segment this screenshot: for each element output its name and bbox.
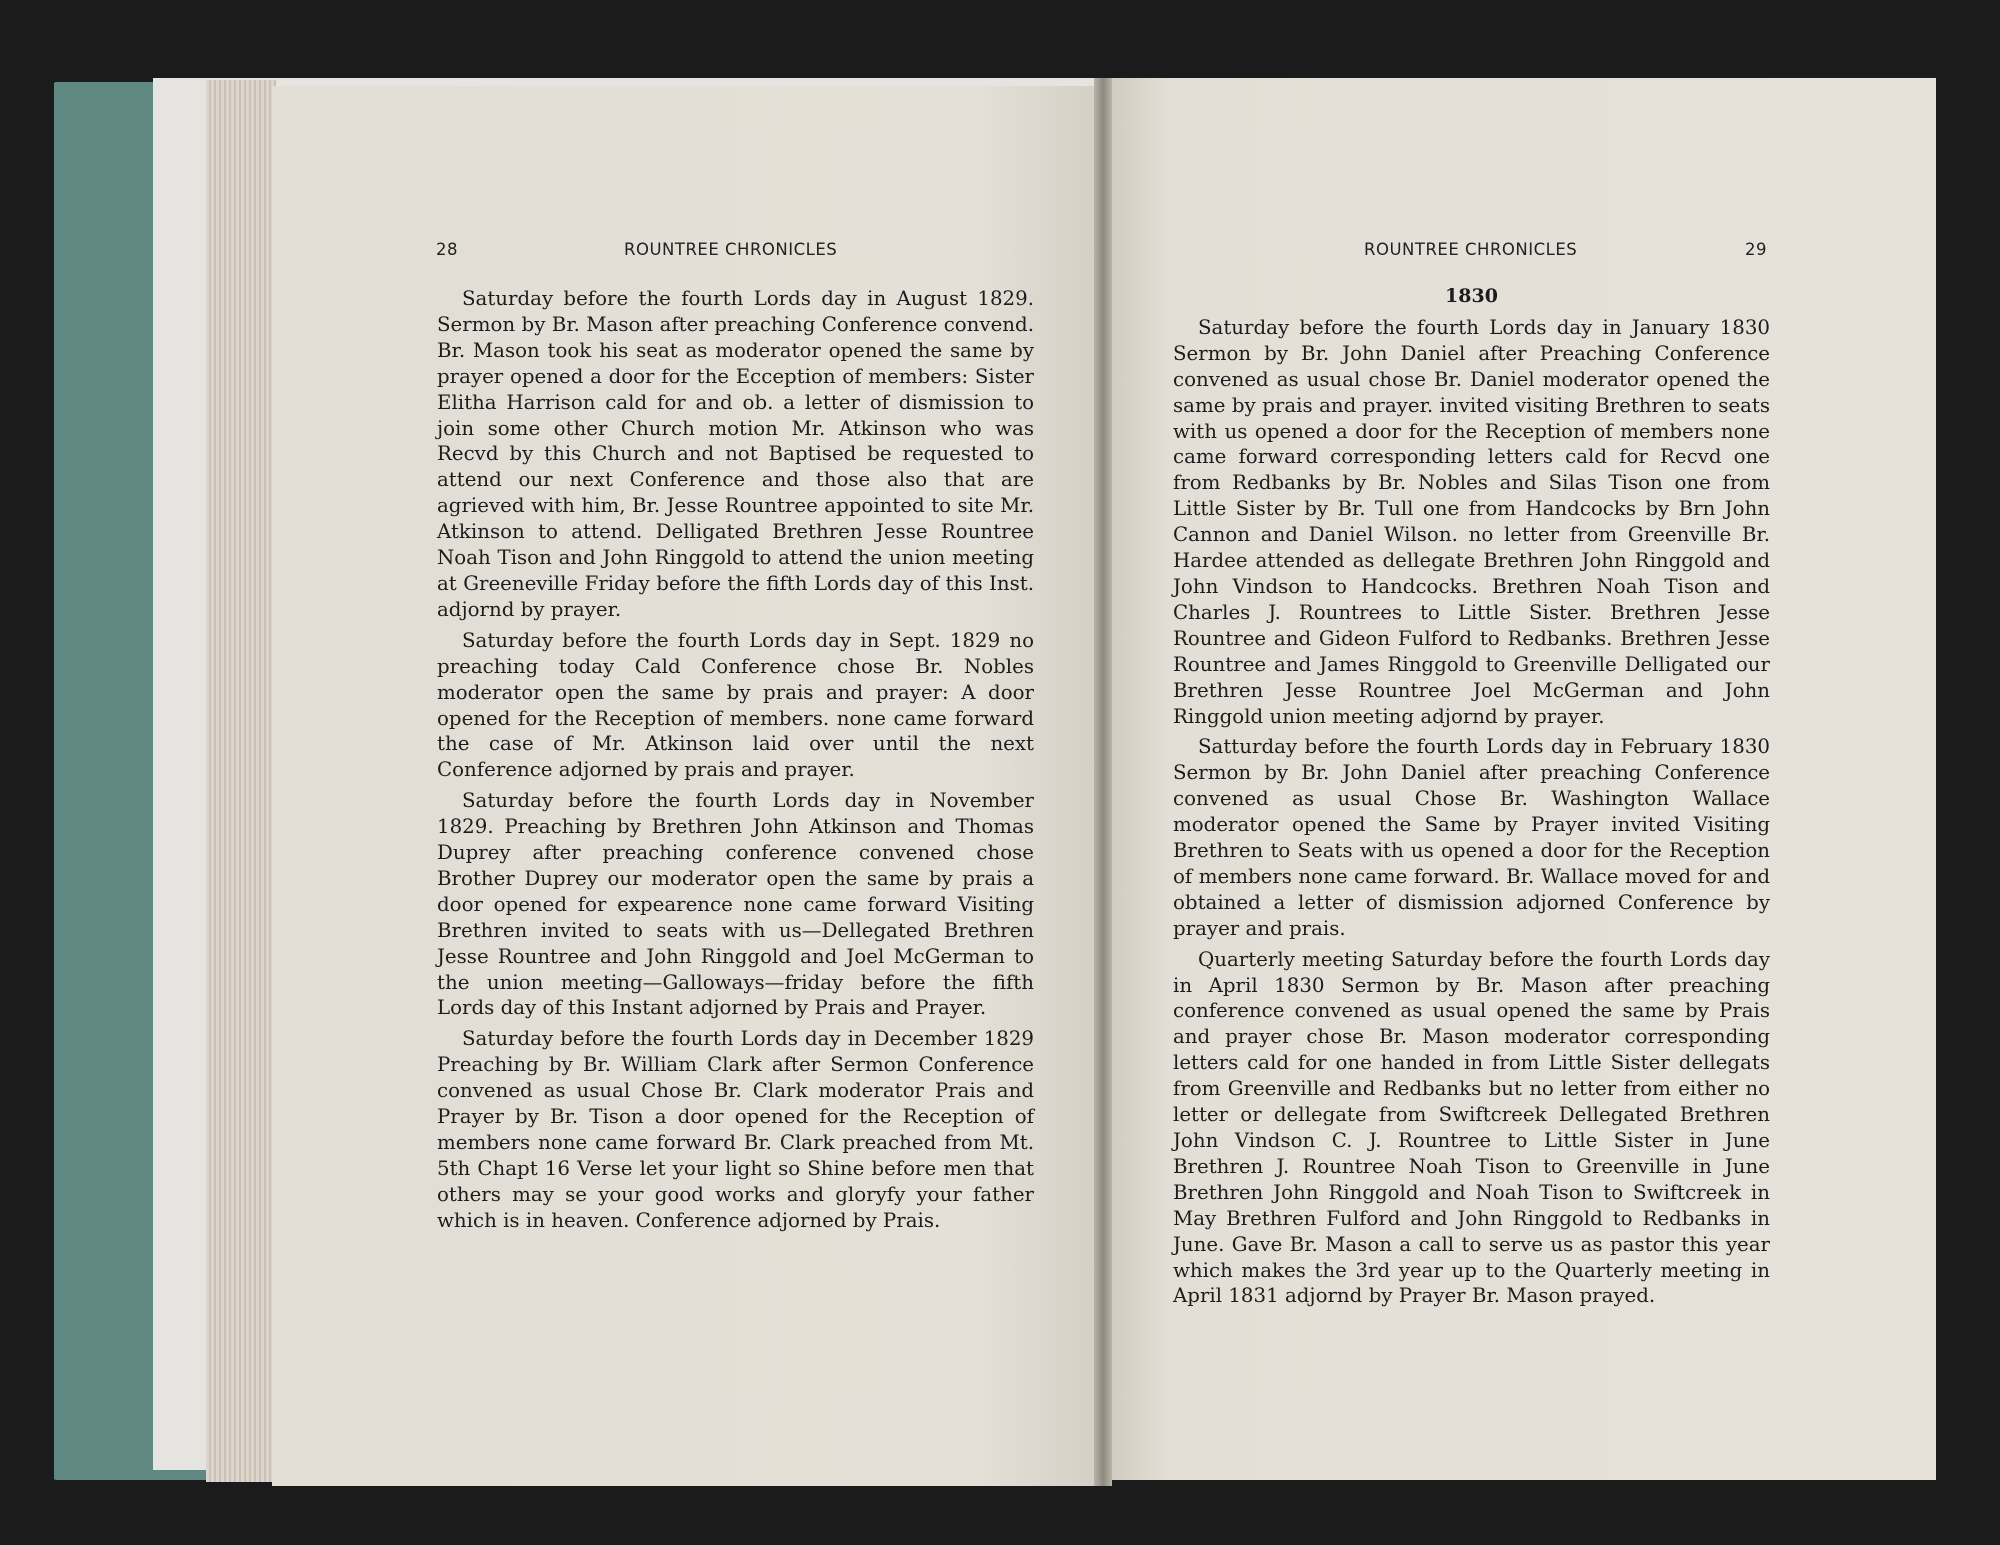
running-title: ROUNTREE CHRONICLES <box>1364 240 1578 259</box>
paragraph: Saturday before the fourth Lords day in December 1829 Preaching by Br. William Clark after Sermon Conference convened as usual Chose Br. Clark moderator Prais and Prayer by Br. Tison a door opened for the Reception of members none came forward Br. Clark preached from Mt. 5th Chapt 16 Verse let your light so Shine before men that others may se your good works and gloryfy your father which is in heaven. Conference adjorned by Prais. <box>437 1027 1034 1232</box>
right-page-header <box>1172 240 1772 264</box>
year-heading: 1830 <box>1445 285 1498 307</box>
page-number: 28 <box>436 240 458 259</box>
paragraph: Satturday before the fourth Lords day in February 1830 Sermon by Br. John Daniel after preaching Conference convened as usual Chose Br. Washington Wallace moderator opened the Same by Prayer invited Visiting Brethren to Seats with us opened a door for the Reception of members none came forward. Br. Wallace moved for and obtained a letter of dismission adjorned Conference by prayer and prais. <box>1173 735 1770 940</box>
paragraph: Saturday before the fourth Lords day in August 1829. Sermon by Br. Mason after preaching Conference convend. Br. Mason took his seat as moderator opened the same by prayer opened a door for the Ecception of members: Sister Elitha Harrison cald for and ob. a letter of dismission to join some other Church motion Mr. Atkinson who was Recvd by this Church and not Baptised be requested to attend our next Conference and those also that are agrieved with him, Br. Jesse Rountree appointed to site Mr. Atkinson to attend. Delligated Brethren Jesse Rountree Noah Tison and John Ringgold to attend the union meeting at Greeneville Friday before the fifth Lords day of this Inst. adjornd by prayer. <box>437 287 1034 621</box>
paragraph: Saturday before the fourth Lords day in November 1829. Preaching by Brethren John Atkinson and Thomas Duprey after preaching conference convened chose Brother Duprey our moderator open the same by prais a door opened for expearence none came forward Visiting Brethren invited to seats with us—Dellegated Brethren Jesse Rountree and John Ringgold and Joel McGerman to the union meeting—Galloways—friday before the fifth Lords day of this Instant adjorned by Prais and Prayer. <box>437 789 1034 1020</box>
paragraph: Quarterly meeting Saturday before the fourth Lords day in April 1830 Sermon by Br. Mason after preaching conference convened as usual opened the same by Prais and prayer chose Br. Mason moderator corresponding letters cald for one handed in from Little Sister dellegats from Greenville and Redbanks but no letter from either no letter or dellegate from Swiftcreek Dellegated Brethren John Vindson C. J. Rountree to Little Sister in June Brethren J. Rountree Noah Tison to Greenville in June Brethren John Ringgold and Noah Tison to Swiftcreek in May Brethren Fulford and John Ringgold to Redbanks in June. Gave Br. Mason a call to serve us as pastor this year which makes the 3rd year up to the Quarterly meeting in April 1831 adjornd by Prayer Br. Mason prayed. <box>1173 947 1770 1308</box>
left-page-header <box>436 240 1036 264</box>
page-edges <box>206 80 276 1482</box>
left-page-text <box>437 286 1034 1239</box>
right-page-text <box>1173 284 1770 1314</box>
paragraph: Saturday before the fourth Lords day in January 1830 Sermon by Br. John Daniel after Preaching Conference convened as usual chose Br. Daniel moderator opened the same by prais and prayer. invited visiting Brethren to seats with us opened a door for the Reception of members none came forward corresponding letters cald for Recvd one from Redbanks by Br. Nobles and Silas Tison one from Little Sister by Br. Tull one from Handcocks by Brn John Cannon and Daniel Wilson. no letter from Greenville Br. Hardee attended as dellegate Brethren John Ringgold and John Vindson to Handcocks. Brethren Noah Tison and Charles J. Rountrees to Little Sister. Brethren Jesse Rountree and Gideon Fulford to Redbanks. Brethren Jesse Rountree and James Ringgold to Greenville Delligated our Brethren Jesse Rountree Joel McGerman and John Ringgold union meeting adjornd by prayer. <box>1173 315 1770 728</box>
paragraph: Saturday before the fourth Lords day in Sept. 1829 no preaching today Cald Conference chose Br. Nobles moderator open the same by prais and prayer: A door opened for the Reception of members. none came forward the case of Mr. Atkinson laid over until the next Conference adjorned by prais and prayer. <box>437 628 1034 782</box>
running-title: ROUNTREE CHRONICLES <box>624 240 838 259</box>
page-number: 29 <box>1745 240 1767 259</box>
book-gutter <box>1094 78 1112 1486</box>
